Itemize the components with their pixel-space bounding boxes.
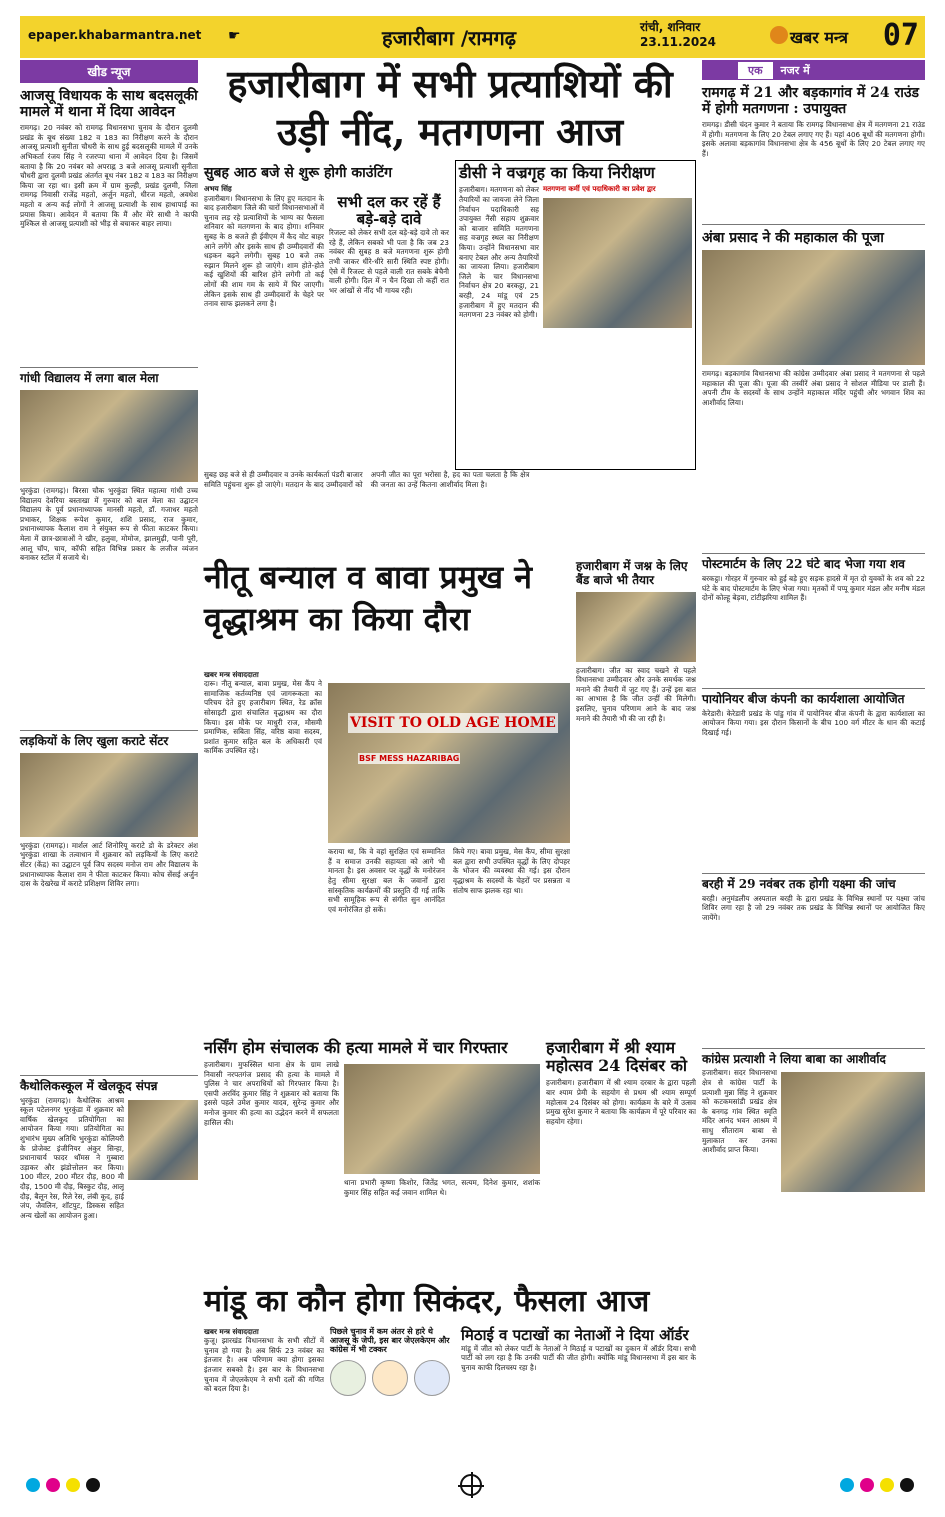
city-day: रांची, शनिवार xyxy=(640,20,701,34)
story-body: रामगढ़। बड़कागांव विधानसभा की कांग्रेस उम्मीदवार अंबा प्रसाद ने मतगणना से पहले महाकाल की पूजा की। पूजा की तस्वीरें अंबा प्रसाद ने सोशल मीडिया पर डाली हैं। अपनी टीम के सदस्यों के साथ उन्होंने महाकाल मंदिर पहुंची और भगवान शिव का आशीर्वाद लिया। xyxy=(702,369,925,408)
right-column xyxy=(702,60,925,1465)
photo-sports xyxy=(128,1100,198,1180)
band-label: नजर में xyxy=(780,63,810,77)
story-title: आजसू विधायक के साथ बदसलूकी मामले में थाना में दिया आवेदन xyxy=(20,88,198,121)
photo-mahakal-puja xyxy=(702,250,925,365)
page-number: 07 xyxy=(882,18,919,53)
registration-mark-icon xyxy=(460,1474,482,1496)
party-symbol-icon xyxy=(330,1360,366,1396)
story-body: रामगढ़। डीसी चंदन कुमार ने बताया कि रामगढ़ विधानसभा क्षेत्र में मतगणना 21 राउंड में होगी। मतगणना के लिए 20 टेबल लगाए गए हैं। यहां 406 बूथों की मतगणना होगी। इसके अलावा बड़कागांव विधानसभा क्षेत्र के 456 बूथों के लिए 20 टेबल लगाए गए हैं। xyxy=(702,120,925,158)
byline: खबर मन्त्र संवाददाता xyxy=(204,1326,259,1336)
black-dot-icon xyxy=(900,1478,914,1492)
photo-blessing xyxy=(781,1072,925,1192)
masthead-bar xyxy=(20,16,925,58)
main-column xyxy=(204,60,696,1465)
story-headline: नीतू बन्याल व बावा प्रमुख ने वृद्धाश्रम का किया दौरा xyxy=(204,558,532,638)
story-body: कराया था, कि वे वहां सुरक्षित एवं सम्मानित हैं व समाज उनकी सहायता को आगे भी मानता है। इस अवसर पर वृद्धों के मनोरंजन हेतु सीमा सुरक्षा बल के जवानों द्वारा सांस्कृतिक कार्यक्रमों की प्रस्तुति दी गई ताकि सभी सामूहिक रूप से संगीत सुन आनंदित एवं मनोरंजित हो सकें। xyxy=(328,847,445,914)
story-title: रामगढ़ में 21 और बड़कागांव में 24 राउंड में होगी मतगणना : उपायुक्त xyxy=(702,85,920,118)
sidebar-headline: सभी दल कर रहें हैं बड़े-बड़े दावे xyxy=(337,192,441,228)
story-headline: नर्सिंग होम संचालक की हत्या मामले में चार गिरफ्तार xyxy=(204,1037,508,1057)
party-symbol-icon xyxy=(414,1360,450,1396)
hand-pointer-icon: ☛ xyxy=(228,28,241,44)
site-url[interactable]: epaper.khabarmantra.net xyxy=(28,28,202,42)
magenta-dot-icon xyxy=(860,1478,874,1492)
divider xyxy=(20,1075,198,1076)
photo-banner-text: BSF MESS HAZARIBAG xyxy=(359,754,460,764)
yellow-dot-icon xyxy=(880,1478,894,1492)
story-headline: मांडू का कौन होगा सिकंदर, फैसला आज xyxy=(204,1283,650,1319)
issue-date: 23.11.2024 xyxy=(640,35,716,49)
story-continuation: सुबह छह बजे से ही उम्मीदवार व उनके कार्यकर्ता पंडरी बाजार समिति पहुंचना शुरू हो जाएंगे। मतदान के बाद उम्मीदवारों को अपनी जीत का पूरा भरोसा है, हद का पता चलता है कि क्षेत्र की जनता का उन्हें कितना आशीर्वाद मिला है। xyxy=(204,470,530,489)
dc-inspection-box xyxy=(455,160,696,470)
photo-banner-text: VISIT TO OLD AGE HOME xyxy=(350,715,556,732)
left-column xyxy=(20,60,198,1465)
story-body: केरेडारी। केरेडारी प्रखंड के पांडु गांव में पायोनियर बीज कंपनी के द्वारा कार्यशाला का आयोजन किया गया। इस दौरान किसानों के बीच 100 वर्ग मीटर के धान की कटाई दिखाई गई। xyxy=(702,708,925,738)
story-headline: हजारीबाग में श्री श्याम महोत्सव 24 दिसंबर को xyxy=(546,1037,688,1075)
callout-box: पिछले चुनाव में कम अंतर से हारे थे आजसू के जेपी, इस बार जेएलकेएम और कांग्रेस में भी टक्कर xyxy=(330,1325,450,1354)
photo-caption: थाना प्रभारी कृष्णा किशोर, जितेंद्र भगत, सत्यम, दिनेश कुमार, शशांक कुमार सिंह सहित कई जवान शामिल थे। xyxy=(344,1177,540,1197)
story-body: दारू। नीतू बन्याल, बावा प्रमुख, मेस कैंप ने सामाजिक कर्तव्यनिष्ठ एवं जागरूकता का परिचय देते हुए हजारीबाग स्थित, रेड क्रॉस सोसाइटी द्वारा संचालित वृद्धाश्रम का दौरा किया। इस मौके पर माधुरी राज, मौसमी प्रमाणिक, सबिता सिंह, वरिष्ठ बावा सदस्य, प्रशांत कुमार सहित बल के अधिकारी एवं कार्मिक उपस्थित रहे। xyxy=(204,679,322,756)
story-title: कांग्रेस प्रत्याशी ने लिया बाबा का आशीर्वाद xyxy=(702,1051,886,1066)
story-title: गांधी विद्यालय में लगा बाल मेला xyxy=(20,371,159,386)
edition-name: हजारीबाग /रामगढ़ xyxy=(382,26,516,50)
cyan-dot-icon xyxy=(26,1478,40,1492)
story-body: रिजल्ट को लेकर सभी दल बड़े-बड़े दावे तो कर रहे हैं, लेकिन सबको भी पता है कि जब 23 नवंबर की सुबह 8 बजे मतगणना शुरू होगी तभी जाकर धीरे-धीरे सारी स्थिति स्पष्ट होगी। ऐसे में रिजल्ट से पहले वाली रात सबके बेचैनी वाली होगी। दिल में न चैन दिखा तो कहीं रात भर आंखों से नींद भी गायब रही। xyxy=(329,228,449,295)
story-title: हजारीबाग में जश्न के लिए बैंड बाजे भी तैयार xyxy=(576,559,688,587)
print-registration-bar xyxy=(20,1470,925,1500)
photo-band-baja xyxy=(576,592,696,662)
story-body: भुरकुंडा (रामगढ़)। मार्शल आर्ट शिनोरियू कराटे डो के डरेक्टर अंश भुरकुंडा शाखा के तत्वाधान में शुक्रवार को लड़कियों के लिए कराटे सेंटर (केंद्र) का उद्घाटन पूर्व जिप सदस्य मनोज राम और विद्यालय के प्रधानाध्यापक कैलाश राम ने फीता काटकर किया। कोच सेंसई अर्जुन दास के देखरेख में कराटे प्रशिक्षण शिविर लगा। xyxy=(20,840,198,889)
story-body: किये गए। बावा प्रमुख, मेस कैंप, सीमा सुरक्षा बल द्वारा सभी उपस्थित वृद्धों के लिए दोपहर के भोजन की व्यवस्था की गई। इस दौरान वृद्धाश्रम के सदस्यों के चेहरों पर प्रसन्नता व संतोष साफ झलक रहा था। xyxy=(453,847,570,895)
story-body: हजारीबाग। मतगणना को लेकर तैयारियों का जायजा लेने जिला निर्वाचन पदाधिकारी सह उपायुक्त नैंसी सहाय शुक्रवार को बाजार समिति मतगणना सह वज्रगृह स्थल का निरीक्षण किया। उन्होंने विधानसभा वार बनाए टेबल और अन्य तैयारियों का जायजा लिया। हजारीबाग जिले के चार विधानसभा निर्वाचन क्षेत्र 20 बरकट्ठा, 21 बरही, 24 मांडू एवं 25 हजारीबाग में हुए मतदान की मतगणना 23 नवंबर को होगी। xyxy=(459,185,539,320)
story-headline: मिठाई व पटाखों का नेताओं ने दिया ऑर्डर xyxy=(461,1325,689,1344)
divider xyxy=(702,1048,925,1049)
story-body: हजारीबाग। सदर विधानसभा क्षेत्र से कांग्रेस पार्टी के प्रत्याशी मुन्ना सिंह ने शुक्रवार को कटकमसांडी प्रखंड क्षेत्र के बनगढ़ गांव स्थित स्मृति मंदिर आनंद भवन आश्रम में साधु सीताराम बाबा से मुलाकात कर उनका आशीर्वाद प्राप्त किया। xyxy=(702,1068,777,1155)
story-title: पोस्टमार्टम के लिए 22 घंटे बाद भेजा गया शव xyxy=(702,557,905,572)
divider xyxy=(702,553,925,554)
divider xyxy=(20,730,198,731)
story-body: हजारीबाग। हजारीबाग में श्री श्याम दरबार के द्वारा पहली बार श्याम प्रेमी के सहयोग से प्रथम श्री श्याम सम्पूर्ण महोत्सव 24 दिसंबर को होगा। कार्यक्रम के बारे में उत्सव प्रमुख सुरेश कुमार ने बताया कि कार्यक्रम में पूरे परिवार का सहयोग रहेगा। xyxy=(546,1078,696,1126)
divider xyxy=(20,367,198,368)
dateline xyxy=(640,20,716,50)
photo-bal-mela xyxy=(20,390,198,482)
story-body: हजारीबाग। मुफस्सिल थाना क्षेत्र के ग्राम लाखे निवासी नरपतगंज प्रसाद की हत्या के मामले में पुलिस ने चार अपराधियों को गिरफ्तार किया है। एसपी अरविंद कुमार सिंह ने शुक्रवार को बताया कि इससे पहले उमेश कुमार यादव, सुरेन्द्र कुमार और मनोज कुमार की हत्या का उद्भेदन करने में सफलता हासिल की। xyxy=(204,1059,339,1127)
byline: अभय सिंह xyxy=(204,184,232,194)
story-body: मांडू में जीत को लेकर पार्टी के नेताओं ने मिठाई व पटाखों का दुकान में ऑर्डर दिया। सभी पार्टी को लग रहा है कि उनकी पार्टी की जीत होगी। क्योंकि मांडू विधानसभा में इस बार के चुनाव काफी दिलचस्प रहा है। xyxy=(461,1343,696,1373)
divider xyxy=(702,688,925,689)
cyan-dot-icon xyxy=(840,1478,854,1492)
section-band-left: खीड न्यूज xyxy=(20,60,198,83)
brand-name: खबर मन्त्र xyxy=(790,28,848,47)
story-title: बरही में 29 नवंबर तक होगी यक्ष्मा की जांच xyxy=(702,876,896,891)
lead-subhead: सुबह आठ बजे से शुरू होगी काउंटिंग xyxy=(204,165,393,181)
magenta-dot-icon xyxy=(46,1478,60,1492)
story-title: कैथोलिकस्कूल में खेलकूद संपन्न xyxy=(20,1078,158,1093)
byline: खबर मन्त्र संवाददाता xyxy=(204,669,259,679)
divider xyxy=(702,873,925,874)
story-title: अंबा प्रसाद ने की महाकाल की पूजा xyxy=(702,230,884,247)
story-title: पायोनियर बीज कंपनी का कार्यशाला आयोजित xyxy=(702,692,905,707)
band-pill: एक xyxy=(738,62,773,79)
photo-karate xyxy=(20,753,198,837)
lead-headline: हजारीबाग में सभी प्रत्याशियों की उड़ी नींद, मतगणना आज xyxy=(227,61,673,154)
photo-caption: मतगणना कर्मी एवं पदाधिकारी का प्रवेश द्वार xyxy=(543,185,656,194)
story-body: हजारीबाग। विधानसभा के लिए हुए मतदान के बाद हजारीबाग जिले की चारों विधानसभाओं में चुनाव लड़ रहे प्रत्याशियों के भाग्य का फैसला शनिवार को मतगणना के बाद होगा। शनिवार सुबह के 8 बजते ही ईवीएम में कैद वोट बाहर आने लगेंगे और इसके साथ ही उम्मीदवारों की धड़कन बढ़ने लगेगी। सुबह 10 बजे तक रुझान मिलने शुरू हो जाएंगे। शाम होते-होते कई खुशियों की बारिश होने लगेगी तो कई लोगों की शाम गम के साये में घिर जाएगी। लेकिन इसके साथ ही उम्मीदवारों के चेहरे पर तनाव साफ झलकने लगा है। xyxy=(204,193,324,309)
story-body: कुजू। झारखंड विधानसभा के सभी सीटों में चुनाव हो गया है। अब सिर्फ 23 नवंबर का इंतजार है। अब परिणाम क्या होगा इसका इंतजार सबको है। इस बार के विधानसभा चुनाव में जेएलकेएम ने सभी दलों की गणित को बदल दिया है। xyxy=(204,1336,324,1394)
story-body: बरही। अनुमंडलीय अस्पताल बरही के द्वारा प्रखंड के विभिन्न स्थानों पर यक्ष्मा जांच शिविर लगा रहा है जो 29 नवंबर तक प्रखंड के विभिन्न स्थानों पर आयोजित किए जायेंगे। xyxy=(702,893,925,922)
black-dot-icon xyxy=(86,1478,100,1492)
story-body: भुरकुंडा (रामगढ़)। बिरसा चौक भुरकुंडा स्थित महात्मा गांधी उच्च विद्यालय देवरिया बस्ताखा में गुरुवार को बाल मेला का उद्घाटन विद्यालय के पूर्व प्रधानाध्यापक मानसी महतो, डॉ. गजाधर महतो प्रभाकर, शिक्षक रूपेश कुमार, शशि प्रसाद, राज कुमार, प्रधानाध्यापक कैलाश राम ने संयुक्त रूप से फीता काटकर किया। मेला में छात्र-छात्राओं ने खीर, हलुवा, मोमोज, झालमुढ़ी, पानी पूरी, आलू चॉप, चाय, कॉफी सहित विभिन्न प्रकार के लजीज व्यंजन बनाकर स्टॉल में सजाये थे। xyxy=(20,485,198,563)
story-title: लड़कियों के लिए खुला कराटे सेंटर xyxy=(20,733,169,748)
story-body: बरकट्ठा। गोरहर में गुरुवार को हुई बड़े हुए सड़क हादसे में मृत दो युवकों के शव को 22 घंटे के बाद पोस्टमार्टम के लिए भेजा गया। मृतकों में पप्पू कुमार मंडल और मनीष मंडल दोनों कोल्हू बेड़वा, टांटीझरिया शामिल हैं। xyxy=(702,574,925,603)
story-body-text: हजारीबाग। जीत का स्वाद चखने से पहले विधानसभा उम्मीदवार और उनके समर्थक जश्न मनाने की तैयारी में जुट गए हैं। उन्हें इस बात का आभास है कि जीत उन्हीं की मिलेगी। इसलिए, चुनाव परिणाम आने के बाद जश्न मनाने की तैयारी भी की जा रही है। xyxy=(576,665,696,723)
story-body: रामगढ़। 20 नवंबर को रामगढ़ विधानसभा चुनाव के दौरान दुलमी प्रखंड के बूथ संख्या 182 व 183 का निरीक्षण करने के दौरान आजसू प्रत्याशी सुनीता चौधरी के साथ हुई बदसलूकी मामले में उनके अभिकर्ता रंजय सिंह ने रजरप्पा थाना में आवेदन दिया है। जिसमें बताया है कि 20 नवंबर को अपराह्न 3 बजे आजसू प्रत्याशी सुनीता चौधरी द्वारा दुलमी प्रखंड अंतर्गत बूथ नंबर 182 व 183 का निरीक्षण किया जा रहा था। इसी क्रम में ग्राम कुल्ही, प्रखंड दुलमी, जिला रामगढ़ निवासी राजेंद्र महतो, अर्जुन महतो, धीरज महतो, अवधेश महतो व अन्य कई लोगों ने आजसू प्रत्याशी के साथ हाथापाई का प्रयास किया। आवेदन में बताया कि मैं और मेरे साथी ने काफी मुश्किल से आजसू प्रत्याशी को भीड़ से बचाकर बाहर लाया। xyxy=(20,123,198,229)
section-band-right xyxy=(702,60,925,80)
party-symbol-icon xyxy=(372,1360,408,1396)
story-title: डीसी ने वज्रगृह का किया निरीक्षण xyxy=(459,163,655,182)
story-body: भुरकुंडा (रामगढ़)। कैथोलिक आश्रम स्कूल पटेलनगर भुरकुंडा में शुक्रवार को वार्षिक खेलकूद प्रतियोगिता का आयोजन किया गया। प्रतियोगिता का शुभारंभ मुख्य अतिथि भुरकुंडा कोलियरी के प्रोजेक्ट इंजीनियर अंकुर सिन्हा, प्रधानाचार्य फादर थॉमस ने गुब्बारा उड़ाकर और झंडोत्तोलन कर किया। 100 मीटर, 200 मीटर दौड़, 800 मी दौड़, 1500 मी दौड़, बिस्कुट दौड़, आलू दौड़, बैलून रेस, रिले रेस, लंबी कूद, हाई जंप, जैवलिन, शॉटपुट, डिस्कस सहित अन्य खेलों का आयोजन हुआ। xyxy=(20,1095,124,1220)
photo-dc-inspection xyxy=(543,198,692,328)
yellow-dot-icon xyxy=(66,1478,80,1492)
divider xyxy=(702,224,925,225)
photo-old-age-home xyxy=(328,683,570,843)
story-body xyxy=(576,666,696,1036)
photo-arrest xyxy=(344,1064,540,1174)
brand-logo-icon xyxy=(770,26,788,44)
